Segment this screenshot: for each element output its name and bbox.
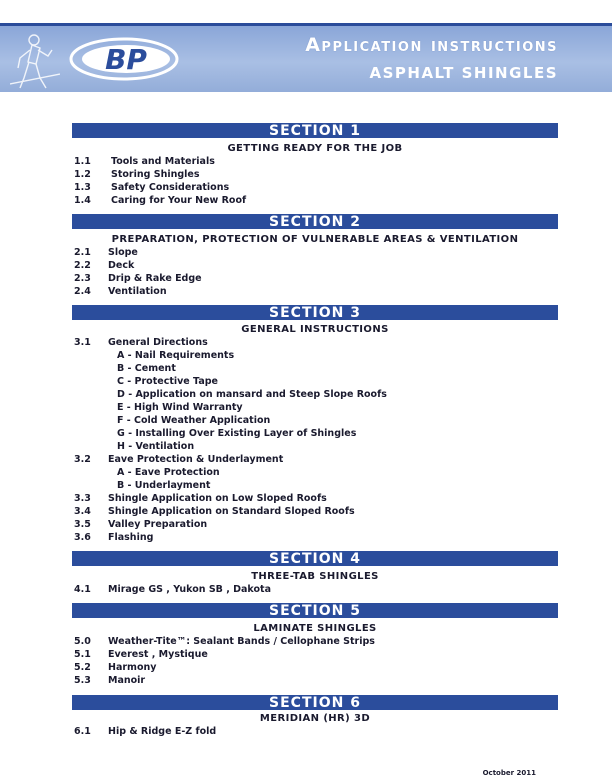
toc-subitem-label: H - Ventilation — [117, 441, 195, 452]
toc-item-number: 2.1 — [74, 247, 91, 258]
section-3-subtitle: GENERAL INSTRUCTIONS — [241, 324, 389, 335]
section-5-subtitle: LAMINATE SHINGLES — [253, 623, 377, 634]
toc-item-label: Shingle Application on Standard Sloped Roofs — [108, 506, 355, 517]
toc-item-label: Mirage GS , Yukon SB , Dakota — [108, 584, 271, 595]
toc-item-number: 5.2 — [74, 662, 91, 673]
toc-item-number: 5.3 — [74, 675, 91, 686]
toc-item-number: 3.2 — [74, 454, 91, 465]
toc-item-label: Ventilation — [108, 286, 167, 297]
footer-date: October 2011 — [482, 769, 536, 777]
toc-item-number: 4.1 — [74, 584, 91, 595]
page-title: Application instructions — [305, 34, 558, 56]
toc-item-label: Deck — [108, 260, 135, 271]
toc-item-number: 2.4 — [74, 286, 91, 297]
toc-item-label: Caring for Your New Roof — [111, 195, 247, 206]
toc-item-number: 5.0 — [74, 636, 91, 647]
toc-item-label: Safety Considerations — [111, 182, 230, 193]
section-4-subtitle: THREE-TAB SHINGLES — [251, 571, 379, 582]
toc-subitem-label: D - Application on mansard and Steep Slope Roofs — [117, 389, 387, 400]
toc-item-label: Valley Preparation — [108, 519, 208, 530]
section-2-subtitle: PREPARATION, PROTECTION OF VULNERABLE AREAS & VENTILATION — [111, 234, 519, 245]
toc-item-label: Shingle Application on Low Sloped Roofs — [108, 493, 327, 504]
toc-item-number: 3.5 — [74, 519, 91, 530]
toc-item-label: General Directions — [108, 337, 208, 348]
toc-item-number: 1.1 — [74, 156, 91, 167]
roofer-illustration-icon — [10, 28, 60, 92]
toc-item-number: 3.4 — [74, 506, 91, 517]
toc-item-number: 1.2 — [74, 169, 91, 180]
toc-item-label: Weather-Tite™: Sealant Bands / Cellophane Strips — [108, 636, 375, 647]
logo-text: BP — [105, 43, 147, 76]
section-3-bar: SECTION 3 — [72, 305, 558, 320]
toc-subitem-label: B - Underlayment — [117, 480, 211, 491]
toc-item-label: Drip & Rake Edge — [108, 273, 202, 284]
toc-item-number: 5.1 — [74, 649, 91, 660]
toc-item-number: 3.3 — [74, 493, 91, 504]
section-1-bar: SECTION 1 — [72, 123, 558, 138]
toc-item-label: Flashing — [108, 532, 154, 543]
toc-item-label: Storing Shingles — [111, 169, 200, 180]
toc-item-number: 2.2 — [74, 260, 91, 271]
section-6-subtitle: MERIDIAN (HR) 3D — [259, 713, 371, 724]
section-1-subtitle: GETTING READY FOR THE JOB — [227, 143, 403, 154]
toc-item-number: 6.1 — [74, 726, 91, 737]
header-top-rule — [0, 0, 612, 26]
toc-subitem-label: B - Cement — [117, 363, 176, 374]
toc-subitem-label: E - High Wind Warranty — [117, 402, 243, 413]
toc-item-number: 3.1 — [74, 337, 91, 348]
toc-subitem-label: A - Nail Requirements — [117, 350, 235, 361]
section-4-bar: SECTION 4 — [72, 551, 558, 566]
toc-item-number: 2.3 — [74, 273, 91, 284]
toc-subitem-label: G - Installing Over Existing Layer of Shingles — [117, 428, 357, 439]
toc-item-label: Everest , Mystique — [108, 649, 208, 660]
toc-item-number: 3.6 — [74, 532, 91, 543]
section-2-bar: SECTION 2 — [72, 214, 558, 229]
toc-item-number: 1.3 — [74, 182, 91, 193]
toc-item-label: Hip & Ridge E-Z fold — [108, 726, 217, 737]
toc-item-label: Tools and Materials — [111, 156, 215, 167]
header-banner — [0, 26, 612, 92]
section-6-bar: SECTION 6 — [72, 695, 558, 710]
toc-item-label: Eave Protection & Underlayment — [108, 454, 284, 465]
toc-subitem-label: C - Protective Tape — [117, 376, 218, 387]
toc-subitem-label: F - Cold Weather Application — [117, 415, 271, 426]
toc-item-number: 1.4 — [74, 195, 91, 206]
toc-subitem-label: A - Eave Protection — [117, 467, 220, 478]
toc-item-label: Manoir — [108, 675, 146, 686]
toc-item-label: Slope — [108, 247, 138, 258]
section-5-bar: SECTION 5 — [72, 603, 558, 618]
page-subtitle: ASPHALT SHINGLES — [369, 64, 558, 82]
toc-item-label: Harmony — [108, 662, 157, 673]
bp-logo — [68, 36, 180, 82]
